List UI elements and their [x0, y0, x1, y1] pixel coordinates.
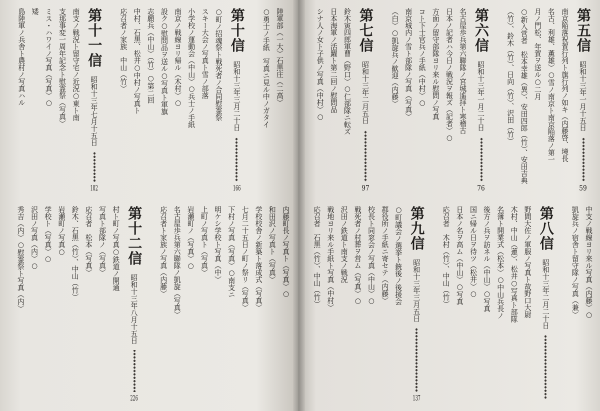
page-number: 182	[90, 185, 98, 192]
contents-line: 村ト町ノ写真○鉄道ノ開通	[112, 206, 121, 291]
page-number: 226	[130, 395, 138, 402]
left-page-upper-tier	[10, 8, 286, 192]
contents-line: 南京ノ戦線ヨリ帰ル（木村）○	[174, 8, 183, 107]
contents-line: 木村、中山（蓮）、松井○写真ト部隊	[510, 206, 519, 323]
letter-date: 昭和十三年三月五日	[412, 259, 421, 322]
contents-line: スキー大会ノ写真ト雪ノ部落	[201, 8, 210, 99]
contents-line: 島陸軍ノ兵舎ト農村ノ写真ハル	[17, 8, 26, 106]
contents-line: 矮	[31, 8, 40, 15]
contents-line: 戦地ヨリ来ル手紙ト写真（中村）	[326, 206, 335, 311]
letter-date: 昭和十三年一月十五日	[579, 61, 587, 131]
contents-line: 名簿ト開業式（松本）○中山兵長ノ	[496, 206, 505, 319]
letter-entry-12	[13, 206, 146, 402]
contents-line: 日本ノ記者ハ今日ノ戦況ヲ報ズ（記者）○	[445, 8, 454, 142]
letter-entry-6	[387, 8, 493, 192]
page-number: 76	[477, 185, 485, 192]
contents-line: 陸軍部（一大）石黒庄（二高）	[276, 8, 284, 106]
continued-lines	[568, 206, 595, 402]
contents-line: 中村、石黒、松井○中村ノ写真ト	[133, 8, 142, 114]
letter-heading	[122, 206, 146, 402]
contents-line: 名古屋歩兵第六聯隊ノ凱旋（写真）	[173, 206, 182, 318]
contents-line: 七月二十五日ノ町ノ祭リ（写真）	[241, 206, 250, 311]
contents-line: 岩瀬町ノ（写真）○	[186, 206, 195, 270]
contents-line: 内藤町長ノ写真ト（写真）○	[282, 206, 290, 298]
letter-title: 第八信	[537, 206, 554, 251]
letter-title: 第七信	[357, 8, 374, 53]
contents-line: 日本ノ名ヲ高ム（中山）○写真	[455, 206, 464, 305]
contents-line: 沢田ノ写真（内）○	[30, 206, 39, 270]
contents-line: 写真ト部隊ノ（写真）	[98, 206, 107, 276]
contents-line: 野間大佐ノ軍服ノ写真ト故野口大尉	[523, 206, 532, 318]
letter-heading	[469, 8, 493, 192]
letter-entry-8	[439, 206, 558, 402]
leader-dots	[353, 130, 377, 182]
leader-dots	[405, 328, 429, 392]
contents-line: 月ノ門松、年賀ヲ送ル○二月	[533, 8, 542, 100]
contents-line: ○町議会ノ選挙ト銃後ノ後援会	[394, 206, 403, 305]
letter-title: 第十一信	[86, 8, 103, 68]
contents-line: 学校校舎ノ新築ト落成式（写真）	[254, 206, 263, 311]
contents-line: 鈴木、石黒（竹）、中山（竹）	[71, 206, 80, 301]
letter-title: 第九信	[408, 206, 425, 251]
contents-line: 応召者 木村（竹）、中山（竹）	[442, 206, 451, 308]
contents-line: シナ人ノ女ト子供ノ写真（中村）○	[316, 8, 325, 121]
contents-line: 応召者ト家族ノ写真（内藤）	[159, 206, 168, 297]
contents-line: 小学校ノ運動会（中山）○兵士ノ手紙	[187, 8, 196, 128]
letter-entry-11	[14, 8, 106, 192]
letter-heading	[82, 8, 106, 192]
letter-entry-10	[116, 8, 249, 192]
right-page-lower-tier	[305, 206, 595, 402]
continued-lines	[156, 206, 292, 402]
contents-line: 鈴木寅四郎軍曹（野口）○仁部隊ニ転ズ	[343, 8, 352, 135]
leader-dots	[122, 350, 146, 392]
contents-line: 秀吉（内）○慰霊祭ト写真（内）	[16, 206, 25, 312]
contents-line: コト下士官兵ノ手紙（中村）○	[418, 8, 427, 107]
page-number: 166	[232, 185, 241, 192]
letter-date: 昭和十三年三月二十日	[232, 61, 241, 131]
leader-dots	[225, 137, 249, 182]
contents-line: 戦死者ノ村葬ヲ営ム（写真）○	[353, 206, 362, 305]
contents-line: ○新入営者 松本幸雄（異）、安田四郎（竹）、安田吉典	[520, 8, 529, 184]
contents-line: 南支ノ戦況ト留守宅ノ近況○東ト南	[72, 8, 81, 121]
contents-line: 凱旋兵ノ宿舎ト留守隊ノ写真（兼）	[571, 206, 580, 318]
letter-date: 昭和十三年一月二十日	[477, 61, 486, 131]
letter-title: 第十信	[228, 8, 245, 53]
contents-line: 校長ト同窓会ノ写真（中山）○	[367, 206, 376, 305]
contents-line: 方面ノ留守部隊ヨリ来ル慰問ノ写真	[431, 8, 440, 120]
letter-entry-9	[310, 206, 429, 402]
contents-line: 上町ノ写真ト（写真）	[200, 206, 209, 276]
letter-title: 第五信	[575, 8, 591, 53]
contents-line: （白）○凱旋兵ノ歓迎（内藤）	[391, 8, 400, 107]
letter-date: 昭和十三年二月二十日	[541, 259, 550, 329]
leader-dots	[469, 137, 493, 182]
contents-line: 設ク○慰問品ヲ送ル○写真ト軍旗	[160, 8, 169, 115]
contents-line: 下村ノ写真（写真）○南支ニ	[227, 206, 236, 298]
contents-line: 志願兵（中山）（竹）○第二回	[146, 8, 155, 104]
leader-dots	[82, 152, 106, 182]
contents-line: 岩瀬町ノ写真○	[57, 206, 66, 256]
contents-line: 後方ノ兵ヲ訪ネル（中山）○写真	[483, 206, 492, 312]
contents-line: 中支ノ戦線ヨリ来ル写真（内藤）○	[585, 206, 593, 319]
page-number: 97	[361, 185, 370, 192]
contents-line: （竹）、鈴木（竹）、日向（竹）、沢田（竹）	[506, 8, 515, 145]
letter-heading	[571, 8, 595, 192]
contents-line: 和田沢ノ写真ト（写真）	[268, 206, 277, 283]
letter-title: 第十二信	[126, 206, 143, 266]
letter-entry-7	[313, 8, 378, 192]
contents-line: ○勇士ノ手紙 写真ニ見ル中ノガタイ	[262, 8, 271, 128]
contents-line: ○町ノ招魂祭ト戦死者ノ合同慰霊祭	[214, 8, 223, 121]
contents-line: 郡役所ノ手紙ニ寄セテ（内藤）	[381, 206, 390, 304]
letter-heading	[353, 8, 377, 192]
contents-line: 国ニ帰ル日ヲ待ツ（松井）○	[469, 206, 478, 298]
page-number: 59	[579, 185, 587, 192]
letter-heading	[534, 206, 558, 402]
contents-line: 沢田ノ鉄道ト南支ノ戦況	[340, 206, 349, 283]
leader-dots	[534, 335, 558, 399]
letter-date: 昭和十三年七月十五日	[90, 76, 99, 146]
contents-line: 学校ト（写真）○	[44, 206, 53, 263]
contents-line: 応召者 松本（写真）	[84, 206, 93, 276]
leader-dots	[571, 137, 595, 182]
letter-title: 第六信	[473, 8, 490, 53]
contents-line: 名古屋歩兵第六聯隊ノ宮城遙拝ト寒稽古	[459, 8, 468, 134]
letter-heading	[405, 206, 429, 402]
letter-date: 昭和十三年八月十五日	[130, 274, 139, 344]
contents-line: 南京陥落祝賀行列ト旗行列ノ如キ（内藤啓、境長	[561, 8, 569, 162]
letter-entry-5	[503, 8, 595, 192]
contents-line: 支那事変一周年記念ト慰霊祭（写真）	[58, 8, 67, 127]
contents-line: 名古、利雄、薫雄）○雪ノ南京ト南京陥落ノ第一	[547, 8, 556, 163]
book-gutter	[293, 0, 305, 411]
continued-lines	[259, 8, 286, 192]
contents-line: 南京城内ノ雪ト部隊ノ写真（写真）	[404, 8, 413, 120]
letter-heading	[225, 8, 249, 192]
contents-line: 応召者ノ家族 中山（竹）	[119, 8, 128, 92]
page-number: 137	[412, 395, 421, 402]
right-page-upper-tier	[305, 8, 595, 192]
contents-line: ミス・ハワイノ写真（写真）○	[44, 8, 53, 107]
contents-line: 日本海軍ノ活躍ト第二回ノ慰問品	[329, 8, 338, 113]
letter-date: 昭和十三年二月五日	[361, 61, 370, 124]
contents-line: 応召者 石黒（竹）、中山（竹）	[313, 206, 322, 308]
contents-line: 明ケシ学校ト写真（中）	[214, 206, 223, 283]
left-page-lower-tier	[4, 206, 292, 402]
